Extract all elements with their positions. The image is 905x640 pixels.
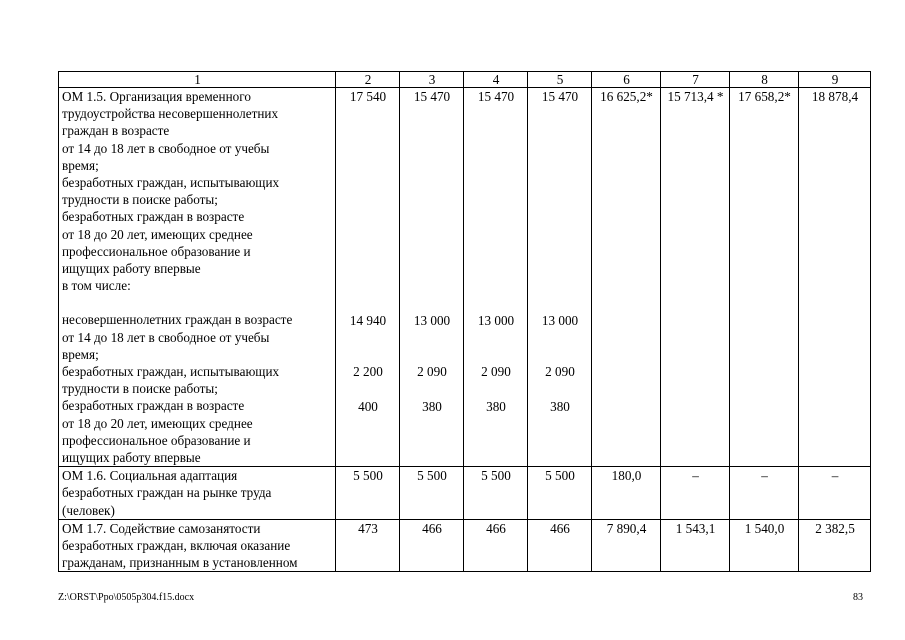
value-cell bbox=[730, 88, 799, 467]
value-cell bbox=[661, 88, 730, 467]
row-title-line: в том числе: bbox=[62, 278, 131, 294]
row-title-line: (человек) bbox=[62, 502, 115, 518]
sub-item-line: безработных граждан, испытывающих bbox=[62, 364, 280, 379]
sub-value: 380 bbox=[486, 398, 506, 414]
row-title-line: трудности в поиске работы; bbox=[62, 192, 218, 208]
row-title-line: ищущих работу впервые bbox=[62, 260, 201, 276]
value-cell: 5 500 bbox=[336, 467, 400, 520]
sub-value: 13 000 bbox=[413, 312, 451, 328]
value-cell: 1 543,1 bbox=[661, 519, 730, 572]
sub-value: 13 000 bbox=[477, 312, 515, 328]
value-cell: – bbox=[730, 467, 799, 520]
value-cell bbox=[592, 88, 661, 467]
sub-value: 2 090 bbox=[481, 364, 511, 380]
column-number: 5 bbox=[528, 72, 592, 88]
sub-value: 14 940 bbox=[349, 312, 387, 328]
total-value: 16 625,2* bbox=[600, 89, 653, 104]
value-cell: 180,0 bbox=[592, 467, 661, 520]
value-cell: 5 500 bbox=[400, 467, 464, 520]
column-number: 4 bbox=[464, 72, 528, 88]
value-cell bbox=[528, 88, 592, 467]
footer-file-path: Z:\ORST\Ppo\0505p304.f15.docx bbox=[58, 592, 195, 603]
sub-item-line: трудности в поиске работы; bbox=[62, 381, 218, 397]
row-title-line: безработных граждан на рынке труда bbox=[62, 485, 272, 501]
column-number: 2 bbox=[336, 72, 400, 88]
sub-value: 2 090 bbox=[545, 364, 575, 380]
row-title-line: ОМ 1.7. Содействие самозанятости bbox=[62, 520, 261, 536]
value-cell bbox=[400, 88, 464, 467]
column-number: 6 bbox=[592, 72, 661, 88]
row-title-line: безработных граждан, включая оказание bbox=[62, 537, 291, 553]
column-number: 1 bbox=[59, 72, 336, 88]
total-value: 17 658,2* bbox=[738, 89, 791, 104]
row-title-line: от 18 до 20 лет, имеющих среднее bbox=[62, 226, 253, 242]
value-cell: 466 bbox=[464, 519, 528, 572]
column-number-row bbox=[59, 72, 871, 88]
sub-item-line: ищущих работу впервые bbox=[62, 449, 201, 465]
row-title-line: граждан в возрасте bbox=[62, 123, 170, 139]
value-cell: – bbox=[799, 467, 871, 520]
column-number: 9 bbox=[799, 72, 871, 88]
total-value: 17 540 bbox=[349, 89, 387, 104]
page-number: 83 bbox=[853, 592, 863, 603]
row-title-line: гражданам, признанным в установленном bbox=[62, 555, 298, 571]
row-title-line: ОМ 1.6. Социальная адаптация bbox=[62, 468, 238, 484]
total-value: 15 713,4 * bbox=[667, 89, 724, 104]
row-description bbox=[59, 519, 336, 572]
total-value: 15 470 bbox=[541, 89, 579, 104]
value-cell: 466 bbox=[528, 519, 592, 572]
row-title-line: от 14 до 18 лет в свободное от учебы bbox=[62, 140, 270, 156]
sub-item-line: профессиональное образование и bbox=[62, 432, 251, 448]
total-value: 18 878,4 bbox=[811, 89, 859, 104]
value-cell: 2 382,5 bbox=[799, 519, 871, 572]
data-table bbox=[58, 71, 871, 572]
sub-item-line: несовершеннолетних граждан в возрасте bbox=[62, 312, 293, 328]
row-description bbox=[59, 88, 336, 467]
table-row-om17 bbox=[59, 519, 871, 572]
value-cell: 473 bbox=[336, 519, 400, 572]
value-cell: 7 890,4 bbox=[592, 519, 661, 572]
column-number: 7 bbox=[661, 72, 730, 88]
row-description bbox=[59, 467, 336, 520]
row-title-line: безработных граждан, испытывающих bbox=[62, 174, 280, 190]
sub-value: 2 090 bbox=[417, 364, 447, 380]
sub-value: 380 bbox=[550, 398, 570, 414]
row-title-line: трудоустройства несовершеннолетних bbox=[62, 106, 279, 122]
sub-item-line: от 18 до 20 лет, имеющих среднее bbox=[62, 415, 253, 431]
row-title-line: профессиональное образование и bbox=[62, 243, 251, 259]
sub-value: 2 200 bbox=[353, 364, 383, 380]
sub-item-line: от 14 до 18 лет в свободное от учебы bbox=[62, 329, 270, 345]
sub-value: 380 bbox=[422, 398, 442, 414]
total-value: 15 470 bbox=[477, 89, 515, 104]
table-row-om16 bbox=[59, 467, 871, 520]
value-cell bbox=[464, 88, 528, 467]
row-title-line: безработных граждан в возрасте bbox=[62, 209, 245, 225]
total-value: 15 470 bbox=[413, 89, 451, 104]
row-title-line: ОМ 1.5. Организация временного bbox=[62, 89, 251, 104]
sub-value: 13 000 bbox=[541, 312, 579, 328]
value-cell bbox=[336, 88, 400, 467]
sub-item-line: безработных граждан в возрасте bbox=[62, 398, 245, 414]
sub-value: 400 bbox=[358, 398, 378, 414]
sub-item-line: время; bbox=[62, 346, 99, 362]
table-row-om15 bbox=[59, 88, 871, 467]
column-number: 3 bbox=[400, 72, 464, 88]
value-cell: 5 500 bbox=[464, 467, 528, 520]
value-cell: 5 500 bbox=[528, 467, 592, 520]
column-number: 8 bbox=[730, 72, 799, 88]
value-cell: 1 540,0 bbox=[730, 519, 799, 572]
row-title-line: время; bbox=[62, 157, 99, 173]
value-cell: – bbox=[661, 467, 730, 520]
value-cell bbox=[799, 88, 871, 467]
value-cell: 466 bbox=[400, 519, 464, 572]
